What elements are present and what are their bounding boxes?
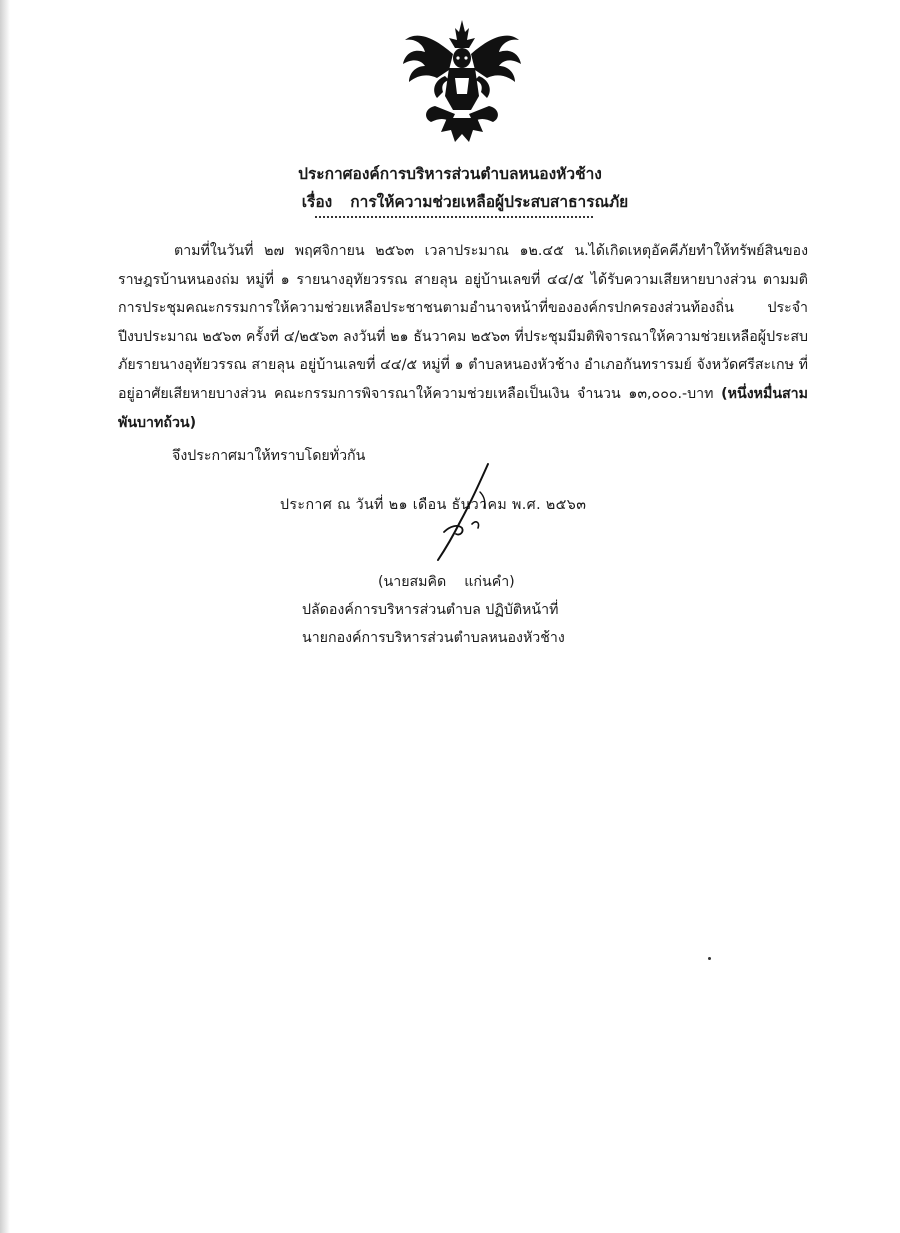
announcement-date: ประกาศ ณ วันที่ ๒๑ เดือน ธันวาคม พ.ศ. ๒๕๖๓ bbox=[280, 497, 587, 513]
signer-position-line1: ปลัดองค์การบริหารส่วนตำบล ปฏิบัติหน้าที่ bbox=[302, 602, 559, 618]
scan-speck bbox=[708, 957, 711, 960]
dotted-separator bbox=[315, 216, 593, 218]
closing-statement: จึงประกาศมาให้ทราบโดยทั่วกัน bbox=[172, 448, 366, 464]
body-paragraph bbox=[118, 237, 808, 437]
signer-name: (นายสมคิด แก่นคำ) bbox=[378, 574, 515, 590]
amount-in-words: (หนึ่งหมื่นสามพันบาทถ้วน) bbox=[118, 385, 808, 431]
document-heading bbox=[0, 160, 900, 216]
signer-block bbox=[300, 568, 700, 652]
subject-text: การให้ความช่วยเหลือผู้ประสบสาธารณภัย bbox=[350, 193, 629, 211]
handwritten-signature-icon bbox=[420, 462, 530, 567]
subject-row bbox=[0, 188, 900, 216]
document-title: ประกาศองค์การบริหารส่วนตำบลหนองหัวช้าง bbox=[298, 165, 602, 183]
signer-position-line2: นายกองค์การบริหารส่วนตำบลหนองหัวช้าง bbox=[302, 630, 565, 646]
subject-label: เรื่อง bbox=[301, 193, 333, 211]
body-main-text: ตามที่ในวันที่ ๒๗ พฤศจิกายน ๒๕๖๓ เวลาประมาณ ๑๒.๔๕ น.ได้เกิดเหตุอัคคีภัยทำให้ทรัพย์สินของราษฎรบ้านหนองถ่ม หมู่ที่ ๑ รายนางอุทัยวรรณ สายลุน อยู่บ้านเลขที่ ๔๔/๕ ได้รับความเสียหายบางส่วน ตามมติการประชุมคณะกรรมการให้ความช่วยเหลือประชาชนตามอำนาจหน้าที่ขององค์กรปกครองส่วนท้องถิ่น ประจำปีงบประมาณ ๒๕๖๓ ครั้งที่ ๔/๒๕๖๓ ลงวันที่ ๒๑ ธันวาคม ๒๕๖๓ ที่ประชุมมีมติพิจารณาให้ความช่วยเหลือผู้ประสบภัยรายนางอุทัยวรรณ สายลุน อยู่บ้านเลขที่ ๔๔/๕ หมู่ที่ ๑ ตำบลหนองหัวช้าง อำเภอกันทรารมย์ จังหวัดศรีสะเกษ ที่อยู่อาศัยเสียหายบางส่วน คณะกรรมการพิจารณาให้ความช่วยเหลือเป็นเงิน จำนวน ๑๓,๐๐๐.-บาท bbox=[118, 243, 808, 402]
garuda-emblem-icon bbox=[395, 18, 530, 148]
